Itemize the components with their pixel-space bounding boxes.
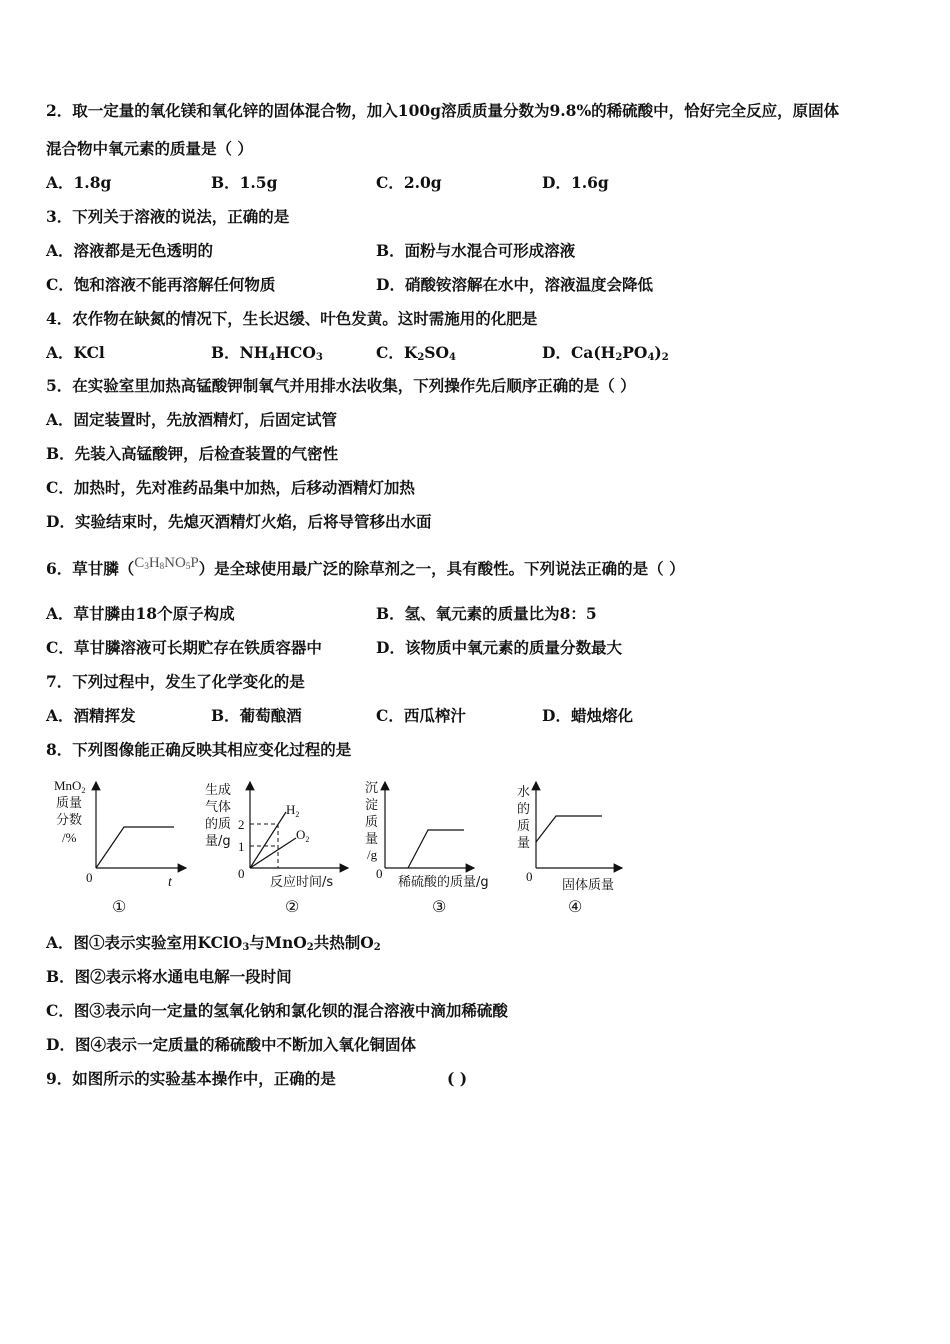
q7-option-d: D．蜡烛熔化 — [542, 706, 633, 725]
graph-1 — [54, 778, 186, 916]
q9-stem: 9．如图所示的实验基本操作中，正确的是 — [46, 1069, 336, 1088]
q4-option-d: D．$Ca(H_2PO_4)_2$ — [542, 343, 669, 363]
q5-option-a: A．固定装置时，先放酒精灯，后固定试管 — [46, 410, 338, 429]
graph1-number: ① — [112, 899, 127, 916]
graph4-curve — [536, 816, 602, 842]
q6-option-c: C．草甘膦溶液可长期贮存在铁质容器中 — [46, 638, 322, 657]
graph1-origin: 0 — [86, 870, 93, 885]
graph4-number: ④ — [568, 899, 583, 916]
q8-graphs-figure — [40, 772, 640, 922]
graph3-ylabel-5: /g — [367, 847, 378, 862]
graph2-tick-1: 1 — [238, 839, 245, 854]
q2-stem-line2: 混合物中氧元素的质量是（ ） — [46, 139, 253, 158]
graph4-ylabel-1: 水 — [517, 785, 531, 800]
glyphosate-formula: $C_3H_8NO_5P$ — [134, 555, 199, 571]
q3-option-a: A．溶液都是无色透明的 — [46, 241, 214, 260]
graph1-xlabel: t — [168, 875, 172, 890]
graph1-ylabel-mno: MnO$_2$ — [54, 778, 86, 795]
graph2-origin: 0 — [238, 866, 245, 881]
graph2-tick-2: 2 — [238, 817, 245, 832]
graph3-number: ③ — [432, 899, 447, 916]
graph2-number: ② — [285, 899, 300, 916]
q6-option-a: A．草甘膦由18个原子构成 — [46, 604, 235, 623]
q3-stem: 3．下列关于溶液的说法，正确的是 — [46, 207, 290, 226]
q4-option-c: C．$K_2SO_4$ — [376, 343, 456, 363]
q7-option-c: C．西瓜榨汁 — [376, 706, 466, 725]
graph1-curve — [96, 827, 174, 868]
graph3-ylabel-3: 质 — [365, 815, 379, 830]
q7-stem: 7．下列过程中，发生了化学变化的是 — [46, 672, 305, 691]
q6-stem: 6．草甘膦$(C_3H_8NO_5P)$是全球使用最广泛的除草剂之一，具有酸性。下列说法正确的是（ ） — [46, 555, 685, 578]
q5-option-b: B．先装入高锰酸钾，后检查装置的气密性 — [46, 444, 339, 463]
graph3-curve — [408, 830, 464, 868]
graph2-ylabel-4: 量/g — [205, 834, 231, 849]
q8-option-c: C．图③表示向一定量的氢氧化钠和氯化钡的混合溶液中滴加稀硫酸 — [46, 1001, 508, 1020]
q9-answer-paren: ( ) — [447, 1069, 468, 1088]
q2-option-a: A．1.8g — [46, 173, 112, 192]
graph3-xlabel: 稀硫酸的质量/g — [398, 875, 489, 890]
q3-option-d: D．硝酸铵溶解在水中，溶液温度会降低 — [376, 275, 653, 294]
q8-option-b: B．图②表示将水通电电解一段时间 — [46, 967, 292, 986]
q2-stem-line1: 2．取一定量的氧化镁和氧化锌的固体混合物，加入100g溶质质量分数为9.8%的稀硫酸中，恰好完全反应，原固体 — [46, 101, 840, 120]
q4-stem: 4．农作物在缺氮的情况下，生长迟缓、叶色发黄。这时需施用的化肥是 — [46, 309, 538, 328]
graph3-ylabel-1: 沉 — [365, 781, 379, 796]
graph2-ylabel-1: 生成 — [205, 783, 232, 798]
graph1-ylabel-3: 分数 — [56, 813, 83, 828]
q8-option-a: A．图①表示实验室用KClO$_3$与MnO$_2$共热制$O_2$ — [46, 933, 381, 953]
graph4-xlabel: 固体质量 — [562, 878, 615, 893]
graph2-o2-label: $O_2$ — [296, 827, 310, 844]
q2-option-c: C．2.0g — [376, 173, 442, 192]
q5-option-c: C．加热时，先对准药品集中加热，后移动酒精灯加热 — [46, 478, 415, 497]
q4-option-b: B．$NH_4HCO_3$ — [211, 343, 323, 363]
graph2-ylabel-2: 气体 — [205, 800, 232, 815]
graph4-origin: 0 — [526, 869, 533, 884]
graph2-ylabel-3: 的质 — [205, 817, 232, 832]
q3-option-c: C．饱和溶液不能再溶解任何物质 — [46, 275, 276, 294]
q5-option-d: D．实验结束时，先熄灭酒精灯火焰，后将导管移出水面 — [46, 512, 432, 531]
graph3-ylabel-4: 量 — [365, 832, 379, 847]
q3-option-b: B．面粉与水混合可形成溶液 — [376, 241, 576, 260]
graph2-h2-label: $H_2$ — [286, 802, 300, 819]
q5-stem: 5．在实验室里加热高锰酸钾制氧气并用排水法收集，下列操作先后顺序正确的是（ ） — [46, 376, 636, 395]
q6-option-d: D．该物质中氧元素的质量分数最大 — [376, 638, 622, 657]
q6-option-b: B．氢、氧元素的质量比为8：5 — [376, 604, 597, 623]
graph-2 — [205, 782, 348, 916]
q7-option-a: A．酒精挥发 — [46, 706, 136, 725]
q8-stem: 8．下列图像能正确反映其相应变化过程的是 — [46, 740, 352, 759]
graph2-h2-line — [250, 812, 286, 868]
graph-4 — [517, 782, 622, 916]
graph-3 — [365, 781, 489, 916]
graph2-o2-line — [250, 838, 296, 868]
graph3-origin: 0 — [376, 866, 383, 881]
q2-option-d: D．1.6g — [542, 173, 609, 192]
q7-option-b: B．葡萄酿酒 — [211, 706, 302, 725]
q2-option-b: B．1.5g — [211, 173, 278, 192]
q4-option-a: A．KCl — [46, 343, 105, 362]
graph4-ylabel-4: 量 — [517, 836, 531, 851]
graph3-ylabel-2: 淀 — [365, 798, 379, 813]
graph1-ylabel-2: 质量 — [56, 796, 83, 811]
graph4-ylabel-3: 质 — [517, 819, 531, 834]
graph2-xlabel: 反应时间/s — [270, 875, 334, 890]
q8-option-d: D．图④表示一定质量的稀硫酸中不断加入氧化铜固体 — [46, 1035, 416, 1054]
graph1-ylabel-4: /% — [62, 830, 77, 845]
graph4-ylabel-2: 的 — [517, 802, 531, 817]
